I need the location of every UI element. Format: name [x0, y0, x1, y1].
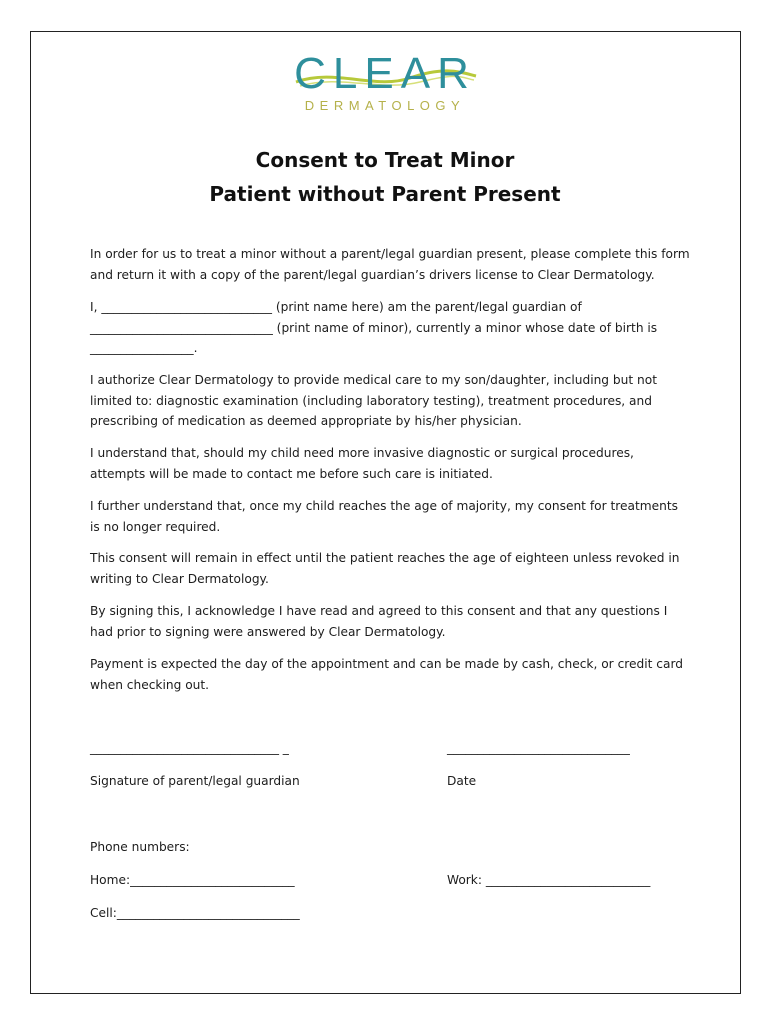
guardian-name-paragraph: I, ____________________________ (print name here) am the parent/legal guardian of ______________________________ (print name of minor), currently a minor whose date of birth is _________________.	[90, 300, 658, 355]
age-of-majority-paragraph: I further understand that, once my child reaches the age of majority, my consent for treatments is no longer required.	[90, 499, 678, 534]
phone-numbers-heading: Phone numbers:	[90, 840, 190, 854]
document-title-line-1: Consent to Treat Minor	[255, 148, 515, 172]
home-phone-field[interactable]: Home:___________________________	[90, 873, 295, 887]
work-phone-field[interactable]: Work: ___________________________	[447, 873, 651, 887]
signature-label: Signature of parent/legal guardian	[90, 774, 300, 788]
signature-line[interactable]: _______________________________ _	[90, 741, 289, 755]
logo-subtitle: DERMATOLOGY	[304, 98, 466, 113]
document-title-line-2: Patient without Parent Present	[209, 182, 561, 206]
consent-duration-paragraph: This consent will remain in effect until the patient reaches the age of eighteen unless revoked in writing to Clear Dermatology.	[90, 551, 680, 586]
date-label: Date	[447, 774, 477, 788]
cell-phone-field[interactable]: Cell:______________________________	[90, 906, 300, 920]
authorization-paragraph: I authorize Clear Dermatology to provide medical care to my son/daughter, including but not limited to: diagnostic examination (including laboratory testing), treatment procedures, and prescribing of medication as deemed appropriate by his/her physician.	[90, 373, 657, 428]
intro-paragraph: In order for us to treat a minor without a parent/legal guardian present, please complete this form and return it with a copy of the parent/legal guardian’s drivers license to Clear Dermatology.	[90, 247, 690, 282]
payment-paragraph: Payment is expected the day of the appointment and can be made by cash, check, or credit card when checking out.	[90, 657, 683, 692]
date-line[interactable]: ______________________________	[447, 741, 630, 755]
invasive-procedures-paragraph: I understand that, should my child need more invasive diagnostic or surgical procedures, attempts will be made to contact me before such care is initiated.	[90, 446, 634, 481]
logo-wordmark: CLEAR	[294, 49, 476, 98]
acknowledgement-paragraph: By signing this, I acknowledge I have read and agreed to this consent and that any questions I had prior to signing were answered by Clear Dermatology.	[90, 604, 668, 639]
clear-dermatology-logo	[290, 50, 480, 120]
